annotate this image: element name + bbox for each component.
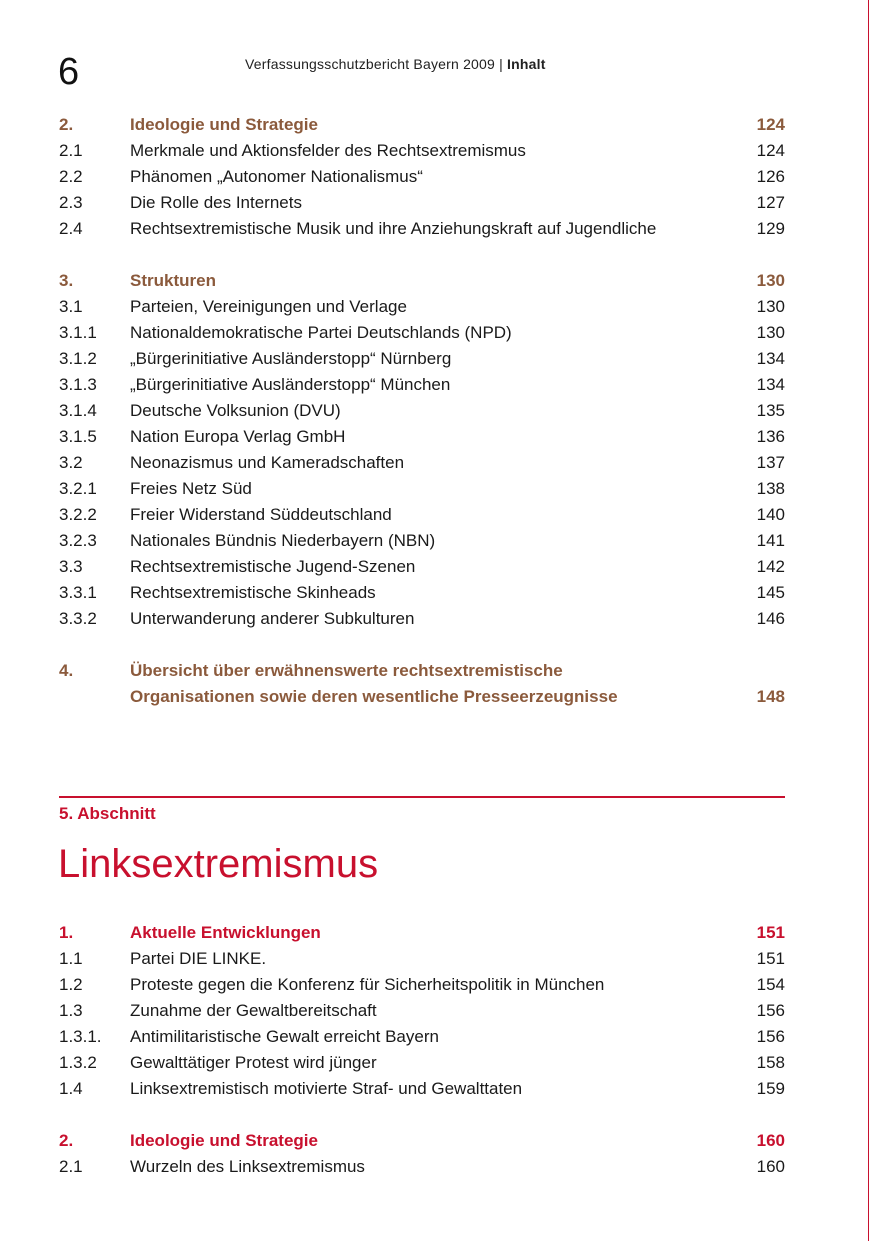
toc-entry bbox=[59, 138, 785, 164]
toc-entry-page: 138 bbox=[756, 479, 785, 498]
toc-entry bbox=[59, 190, 785, 216]
toc-entry-page: 141 bbox=[756, 531, 785, 550]
toc-entry-number: 2.1 bbox=[59, 1157, 83, 1176]
toc-entry-page: 134 bbox=[756, 349, 785, 368]
toc-entry bbox=[59, 320, 785, 346]
toc-entry-page: 148 bbox=[756, 687, 785, 706]
toc-entry bbox=[59, 476, 785, 502]
toc-entry-page: 146 bbox=[756, 609, 785, 628]
toc-chapter-entry bbox=[59, 920, 785, 946]
toc-entry-number: 3.3.1 bbox=[59, 583, 97, 602]
toc-entry-title: Rechtsextremistische Musik und ihre Anziehungskraft auf Jugendliche bbox=[130, 219, 657, 238]
toc-entry-number: 3.1.1 bbox=[59, 323, 97, 342]
toc-entry-title: Deutsche Volksunion (DVU) bbox=[130, 401, 341, 420]
toc-entry-page: 159 bbox=[756, 1079, 785, 1098]
toc-entry-page: 129 bbox=[756, 219, 785, 238]
toc-entry-number: 2.2 bbox=[59, 167, 83, 186]
toc-entry-number: 2.4 bbox=[59, 219, 83, 238]
toc-entry-title: Die Rolle des Internets bbox=[130, 193, 302, 212]
toc-entry-number: 3.1.3 bbox=[59, 375, 97, 394]
toc-entry-number: 3.1.4 bbox=[59, 401, 97, 420]
toc-entry-title: Zunahme der Gewaltbereitschaft bbox=[130, 1001, 377, 1020]
page-number: 6 bbox=[58, 51, 80, 93]
toc-entry bbox=[59, 580, 785, 606]
toc-entry bbox=[59, 398, 785, 424]
toc-entry-title: „Bürgerinitiative Ausländerstopp“ München bbox=[130, 375, 451, 394]
toc-entry-number: 1.3.1. bbox=[59, 1027, 102, 1046]
toc-entry-page: 130 bbox=[756, 323, 785, 342]
toc-entry-page: 126 bbox=[756, 167, 785, 186]
toc-entry-page: 135 bbox=[756, 401, 785, 420]
section-divider bbox=[59, 796, 785, 798]
page-margin-rule bbox=[868, 0, 869, 1241]
toc-entry bbox=[59, 450, 785, 476]
section-label: 5. Abschnitt bbox=[59, 804, 156, 823]
toc-entry bbox=[59, 1024, 785, 1050]
toc-entry-title: Strukturen bbox=[130, 271, 216, 290]
toc-entry-page: 151 bbox=[756, 923, 785, 942]
toc-entry-number: 1. bbox=[59, 923, 74, 942]
toc-entry bbox=[59, 1050, 785, 1076]
toc-chapter-entry bbox=[59, 112, 785, 138]
toc-entry-title: Partei DIE LINKE. bbox=[130, 949, 267, 968]
toc-entry bbox=[59, 1076, 785, 1102]
toc-spacer bbox=[59, 632, 785, 658]
toc-entry-number: 4. bbox=[59, 661, 74, 680]
toc-entry-number: 3.2.1 bbox=[59, 479, 97, 498]
toc-entry-page: 124 bbox=[756, 141, 785, 160]
toc-entry-title: Freier Widerstand Süddeutschland bbox=[130, 505, 392, 524]
toc-entry-title: Phänomen „Autonomer Nationalismus“ bbox=[130, 167, 423, 186]
toc-entry-page: 137 bbox=[756, 453, 785, 472]
toc-entry bbox=[59, 972, 785, 998]
toc-spacer bbox=[59, 1102, 785, 1128]
toc-entry-number: 1.3 bbox=[59, 1001, 83, 1020]
toc-entry bbox=[59, 372, 785, 398]
toc-entry-page: 145 bbox=[756, 583, 785, 602]
running-header bbox=[245, 56, 546, 72]
toc-entry-page: 158 bbox=[756, 1053, 785, 1072]
toc-entry-title: Merkmale und Aktionsfelder des Rechtsextremismus bbox=[130, 141, 526, 160]
toc-entry-number: 1.2 bbox=[59, 975, 83, 994]
toc-entry-number: 2.3 bbox=[59, 193, 83, 212]
toc-entry-page: 151 bbox=[756, 949, 785, 968]
toc-entry-page: 134 bbox=[756, 375, 785, 394]
toc-entry bbox=[59, 424, 785, 450]
toc-chapter-entry bbox=[59, 1128, 785, 1154]
toc-entry bbox=[59, 346, 785, 372]
toc-entry bbox=[59, 554, 785, 580]
toc-entry-page: 140 bbox=[756, 505, 785, 524]
toc-entry bbox=[59, 946, 785, 972]
toc-entry-number: 2. bbox=[59, 1131, 74, 1150]
toc-entry-number: 1.4 bbox=[59, 1079, 83, 1098]
toc-spacer bbox=[59, 242, 785, 268]
toc-entry-title: Aktuelle Entwicklungen bbox=[130, 923, 321, 942]
toc-entry-page: 142 bbox=[756, 557, 785, 576]
running-header-section: Inhalt bbox=[507, 56, 546, 72]
toc-entry-title: Wurzeln des Linksextremismus bbox=[130, 1157, 365, 1176]
toc-entry-title: Ideologie und Strategie bbox=[130, 1131, 318, 1150]
toc-entry-page: 160 bbox=[756, 1157, 785, 1176]
toc-entry-number: 3.2.3 bbox=[59, 531, 97, 550]
toc-entry-number: 1.1 bbox=[59, 949, 83, 968]
toc-entry-page: 156 bbox=[756, 1027, 785, 1046]
toc-left-extremism bbox=[59, 920, 785, 1180]
toc-entry-number: 2.1 bbox=[59, 141, 83, 160]
toc-entry bbox=[59, 294, 785, 320]
toc-entry-page: 124 bbox=[756, 115, 785, 134]
toc-entry-title: Antimilitaristische Gewalt erreicht Bayern bbox=[130, 1027, 439, 1046]
toc-right-extremism-continued bbox=[59, 112, 785, 710]
toc-entry bbox=[59, 606, 785, 632]
toc-entry-title: Gewalttätiger Protest wird jünger bbox=[130, 1053, 377, 1072]
toc-entry-title: Unterwanderung anderer Subkulturen bbox=[130, 609, 415, 628]
toc-entry-page: 127 bbox=[756, 193, 785, 212]
toc-entry-title: Ideologie und Strategie bbox=[130, 115, 318, 134]
toc-entry-page: 154 bbox=[756, 975, 785, 994]
toc-entry-title: Nation Europa Verlag GmbH bbox=[130, 427, 346, 446]
toc-entry-number: 3.1 bbox=[59, 297, 83, 316]
toc-entry-number: 3.3.2 bbox=[59, 609, 97, 628]
toc-entry-title: Proteste gegen die Konferenz für Sicherheitspolitik in München bbox=[130, 975, 605, 994]
toc-chapter-entry bbox=[59, 268, 785, 294]
toc-entry bbox=[59, 998, 785, 1024]
toc-chapter-entry bbox=[59, 684, 785, 710]
toc-entry-number: 2. bbox=[59, 115, 74, 134]
toc-entry-number: 3.1.5 bbox=[59, 427, 97, 446]
toc-entry-title: Freies Netz Süd bbox=[130, 479, 252, 498]
toc-entry-number: 3.1.2 bbox=[59, 349, 97, 368]
toc-entry-title: „Bürgerinitiative Ausländerstopp“ Nürnberg bbox=[130, 349, 452, 368]
toc-entry-title: Parteien, Vereinigungen und Verlage bbox=[130, 297, 407, 316]
toc-entry-page: 156 bbox=[756, 1001, 785, 1020]
toc-entry-page: 160 bbox=[756, 1131, 785, 1150]
section-title: Linksextremismus bbox=[58, 842, 379, 886]
toc-entry bbox=[59, 216, 785, 242]
toc-entry-title: Linksextremistisch motivierte Straf- und Gewalttaten bbox=[130, 1079, 523, 1098]
toc-entry-title: Organisationen sowie deren wesentliche Presseerzeugnisse bbox=[130, 687, 618, 706]
toc-entry-number: 3.2 bbox=[59, 453, 83, 472]
toc-entry-title: Neonazismus und Kameradschaften bbox=[130, 453, 405, 472]
toc-entry-number: 3.2.2 bbox=[59, 505, 97, 524]
toc-entry-page: 130 bbox=[756, 271, 785, 290]
running-header-title: Verfassungsschutzbericht Bayern 2009 | bbox=[245, 56, 508, 72]
toc-entry-number: 3. bbox=[59, 271, 74, 290]
toc-entry-title: Rechtsextremistische Jugend-Szenen bbox=[130, 557, 416, 576]
toc-entry bbox=[59, 1154, 785, 1180]
toc-entry bbox=[59, 164, 785, 190]
toc-entry-number: 1.3.2 bbox=[59, 1053, 97, 1072]
toc-entry-title: Übersicht über erwähnenswerte rechtsextremistische bbox=[130, 661, 563, 680]
toc-entry-page: 130 bbox=[756, 297, 785, 316]
toc-entry-number: 3.3 bbox=[59, 557, 83, 576]
toc-entry-page: 136 bbox=[756, 427, 785, 446]
toc-entry-title: Nationaldemokratische Partei Deutschlands (NPD) bbox=[130, 323, 512, 342]
toc-chapter-entry bbox=[59, 658, 785, 684]
toc-entry bbox=[59, 502, 785, 528]
toc-entry bbox=[59, 528, 785, 554]
toc-entry-title: Rechtsextremistische Skinheads bbox=[130, 583, 376, 602]
toc-entry-title: Nationales Bündnis Niederbayern (NBN) bbox=[130, 531, 436, 550]
